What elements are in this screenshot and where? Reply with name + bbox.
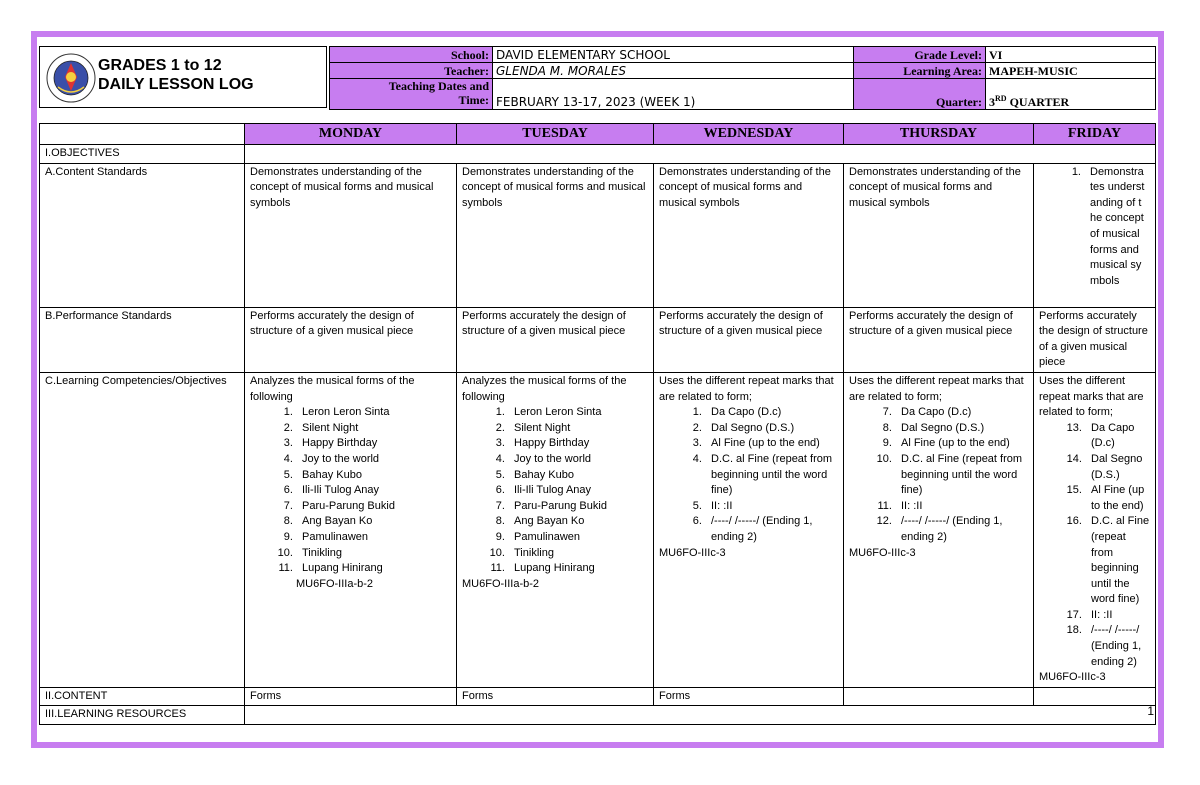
page-number: 1 — [1147, 704, 1154, 718]
competency-item: 5. II: :II — [705, 499, 838, 515]
objectives-label: I.OBJECTIVES — [40, 145, 245, 164]
competency-intro: Analyzes the musical forms of the following — [462, 374, 627, 403]
competency-list — [849, 405, 1028, 545]
competency-item: 5. Bahay Kubo — [296, 468, 451, 484]
competencies-label: C.Learning Competencies/Objectives — [40, 372, 245, 687]
dates-label-line-2: Time: — [458, 93, 489, 107]
competency-item: 3. Happy Birthday — [296, 436, 451, 452]
learning-resources-row — [245, 706, 1156, 725]
competency-item: 8. Ang Bayan Ko — [296, 514, 451, 530]
competency-item: 16. D.C. al Fine (repeat from beginning until the word fine) — [1085, 514, 1150, 608]
competency-item: 10. Tinikling — [296, 546, 451, 562]
wednesday-content: Forms — [654, 687, 844, 706]
title-line-1: GRADES 1 to 12 — [98, 57, 222, 74]
competency-code: MU6FO-IIIc-3 — [659, 546, 726, 559]
competency-item: 4. D.C. al Fine (repeat from beginning until the word fine) — [705, 452, 838, 499]
competency-item: 8. Ang Bayan Ko — [508, 514, 648, 530]
competency-list — [659, 405, 838, 545]
school-value: DAVID ELEMENTARY SCHOOL — [493, 47, 854, 63]
friday-content-standard-text: Demonstrates understanding of the concept of musical forms and musical symbols — [1090, 165, 1145, 287]
competency-item: 11. II: :II — [895, 499, 1028, 515]
competency-item: 10. Tinikling — [508, 546, 648, 562]
friday-content-standard — [1034, 163, 1156, 307]
learning-area-value: MAPEH-MUSIC — [986, 63, 1156, 79]
performance-standards-label: B.Performance Standards — [40, 307, 245, 372]
corner-cell — [40, 124, 245, 145]
competency-item: 4. Joy to the world — [508, 452, 648, 468]
grade-label: Grade Level: — [854, 47, 986, 63]
competency-item: 1. Leron Leron Sinta — [508, 405, 648, 421]
competency-intro: Uses the different repeat marks that are related to form; — [659, 374, 834, 403]
friday-competencies — [1034, 372, 1156, 687]
monday-competencies — [245, 372, 457, 687]
competency-item: 3. Al Fine (up to the end) — [705, 436, 838, 452]
monday-performance-standard: Performs accurately the design of structure of a given musical piece — [245, 307, 457, 372]
document-title — [98, 56, 254, 94]
friday-content — [1034, 687, 1156, 706]
competency-item: 9. Pamulinawen — [296, 530, 451, 546]
competency-intro: Uses the different repeat marks that are related to form; — [849, 374, 1024, 403]
dates-value: FEBRUARY 13-17, 2023 (WEEK 1) — [493, 79, 854, 110]
monday-content-standard: Demonstrates understanding of the concept of musical forms and musical symbols — [245, 163, 457, 307]
tuesday-content-standard: Demonstrates understanding of the concept of musical forms and musical symbols — [457, 163, 654, 307]
competency-item: 2. Silent Night — [508, 421, 648, 437]
friday-item-number: 1. — [1071, 165, 1081, 178]
day-header-tuesday: TUESDAY — [457, 124, 654, 145]
competency-list — [462, 405, 648, 577]
dates-label-line-1: Teaching Dates and — [388, 79, 489, 93]
competency-item: 6. Ili-Ili Tulog Anay — [508, 483, 648, 499]
header-title-block — [39, 46, 327, 108]
tuesday-performance-standard: Performs accurately the design of structure of a given musical piece — [457, 307, 654, 372]
thursday-content-standard: Demonstrates understanding of the concept of musical forms and musical symbols — [844, 163, 1034, 307]
header-info-table — [329, 46, 1156, 110]
competency-item: 7. Da Capo (D.c) — [895, 405, 1028, 421]
wednesday-competencies — [654, 372, 844, 687]
thursday-content — [844, 687, 1034, 706]
teacher-label: Teacher: — [330, 63, 493, 79]
day-header-thursday: THURSDAY — [844, 124, 1034, 145]
quarter-value — [986, 79, 1156, 110]
learning-resources-label: III.LEARNING RESOURCES — [40, 706, 245, 725]
tuesday-content: Forms — [457, 687, 654, 706]
thursday-performance-standard: Performs accurately the design of structure of a given musical piece — [844, 307, 1034, 372]
competency-item: 1. Da Capo (D.c) — [705, 405, 838, 421]
competency-item: 12. /----/ /-----/ (Ending 1, ending 2) — [895, 514, 1028, 545]
day-header-friday: FRIDAY — [1034, 124, 1156, 145]
competency-item: 17. II: :II — [1085, 608, 1150, 624]
competency-item: 3. Happy Birthday — [508, 436, 648, 452]
competency-intro: Analyzes the musical forms of the following — [250, 374, 415, 403]
thursday-competencies — [844, 372, 1034, 687]
school-label: School: — [330, 47, 493, 63]
title-line-2: DAILY LESSON LOG — [98, 76, 254, 93]
competency-item: 11. Lupang Hinirang — [508, 561, 648, 577]
competency-item: 7. Paru-Parung Bukid — [296, 499, 451, 515]
quarter-label: Quarter: — [854, 79, 986, 110]
competency-item: 9. Al Fine (up to the end) — [895, 436, 1028, 452]
quarter-superscript: RD — [995, 94, 1007, 103]
competency-item: 5. Bahay Kubo — [508, 468, 648, 484]
competency-code: MU6FO-IIIa-b-2 — [462, 577, 540, 590]
quarter-number: 3 — [989, 95, 995, 109]
teacher-value: GLENDA M. MORALES — [493, 63, 854, 79]
day-header-monday: MONDAY — [245, 124, 457, 145]
competency-code: MU6FO-IIIa-b-2 — [296, 577, 374, 590]
competency-list — [1039, 421, 1150, 671]
learning-area-label: Learning Area: — [854, 63, 986, 79]
competency-item: 10. D.C. al Fine (repeat from beginning until the word fine) — [895, 452, 1028, 499]
competency-item: 9. Pamulinawen — [508, 530, 648, 546]
competency-item: 11. Lupang Hinirang — [296, 561, 451, 577]
competency-item: 7. Paru-Parung Bukid — [508, 499, 648, 515]
competency-code: MU6FO-IIIc-3 — [849, 546, 916, 559]
dates-label — [330, 79, 493, 110]
competency-intro: Uses the different repeat marks that are related to form; — [1039, 374, 1144, 419]
competency-item: 14. Dal Segno (D.S.) — [1085, 452, 1150, 483]
tuesday-competencies — [457, 372, 654, 687]
monday-content: Forms — [245, 687, 457, 706]
competency-item: 6. /----/ /-----/ (Ending 1, ending 2) — [705, 514, 838, 545]
competency-item: 1. Leron Leron Sinta — [296, 405, 451, 421]
competency-item: 13. Da Capo (D.c) — [1085, 421, 1150, 452]
wednesday-performance-standard: Performs accurately the design of structure of a given musical piece — [654, 307, 844, 372]
competency-item: 4. Joy to the world — [296, 452, 451, 468]
wednesday-content-standard: Demonstrates understanding of the concept of musical forms and musical symbols — [654, 163, 844, 307]
content-standards-label: A.Content Standards — [40, 163, 245, 307]
objectives-row — [245, 145, 1156, 164]
competency-item: 8. Dal Segno (D.S.) — [895, 421, 1028, 437]
content-label: II.CONTENT — [40, 687, 245, 706]
competency-code: MU6FO-IIIc-3 — [1039, 671, 1106, 684]
competency-item: 15. Al Fine (up to the end) — [1085, 483, 1150, 514]
competency-item: 6. Ili-Ili Tulog Anay — [296, 483, 451, 499]
competency-list — [250, 405, 451, 577]
lesson-log-table — [39, 123, 1156, 725]
day-header-wednesday: WEDNESDAY — [654, 124, 844, 145]
quarter-word: QUARTER — [1006, 95, 1070, 109]
deped-seal-icon — [46, 53, 96, 103]
competency-item: 2. Dal Segno (D.S.) — [705, 421, 838, 437]
competency-item: 18. /----/ /-----/ (Ending 1, ending 2) — [1085, 623, 1150, 670]
grade-value: VI — [986, 47, 1156, 63]
friday-performance-standard: Performs accurately the design of structure of a given musical piece — [1034, 307, 1156, 372]
competency-item: 2. Silent Night — [296, 421, 451, 437]
